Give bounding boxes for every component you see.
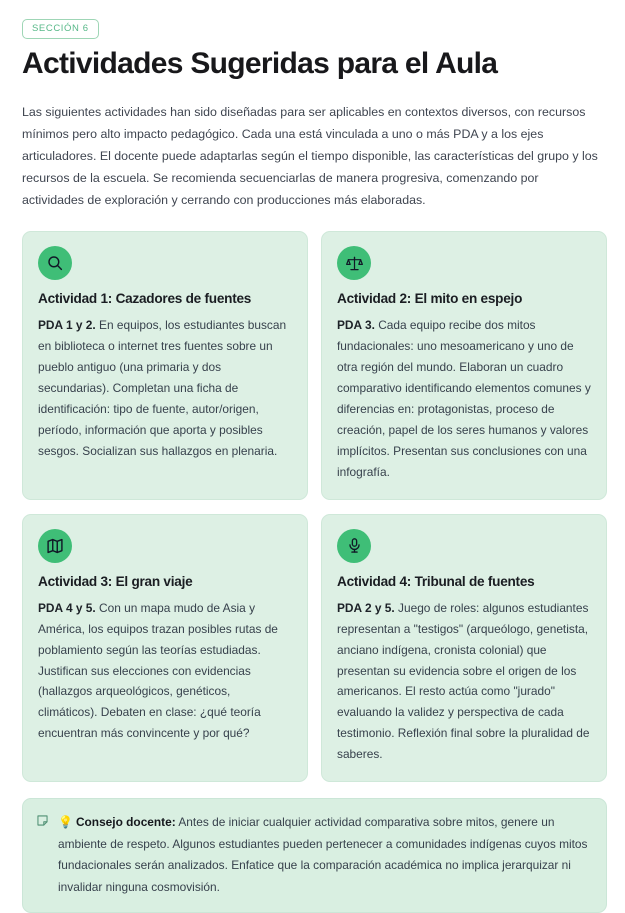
teacher-tip-label: Consejo docente: [75,815,176,830]
activity-description [38,315,292,462]
teacher-tip-box [22,798,607,913]
intro-paragraph: Las siguientes actividades han sido diseñadas para ser aplicables en contextos diversos, con recursos mínimos pero alto impacto pedagógico. Cada una está vinculada a uno o más PDA y a los ejes articuladores. El docente puede adaptarlas según el tiempo disponible, las características del grupo y los recursos de la escuela. Se recomienda secuenciarlas de manera progresiva, comenzando por actividades de exploración y cerrando con producciones más elaboradas. [22,104,598,207]
activity-body-text: Juego de roles: algunos estudiantes representan a "testigos" (arqueólogo, genetista, anciano indígena, cronista colonial) que presentan su evidencia sobre el origen de los americanos. El resto actúa como "jurado" evaluando la validez y perspectiva de cada testimonio. Reflexión final sobre la pluralidad de saberes. [337,600,590,762]
lightbulb-icon: 💡 [58,815,73,830]
activity-pda-label: PDA 2 y 5. [337,600,395,615]
activity-description [337,598,591,766]
activity-pda-label: PDA 3. [337,318,375,333]
sticky-note-icon [36,814,49,827]
page-title: Actividades Sugeridas para el Aula [22,46,498,80]
activity-card-grid [22,231,607,782]
activity-card [22,514,308,783]
badge-row [22,18,607,39]
activity-title: Actividad 1: Cazadores de fuentes [38,291,252,307]
activity-body-text: Con un mapa mudo de Asia y América, los equipos trazan posibles rutas de poblamiento según las teorías estudiadas. Justifican sus elecciones con evidencias (hallazgos arqueológicos, genéticos, climáticos). Debaten en clase: ¿qué teoría encuentran más convincente y por qué? [38,600,278,741]
activity-description [38,598,292,745]
activity-body-text: En equipos, los estudiantes buscan en biblioteca o internet tres fuentes sobre un pueblo antiguo (una primaria y dos secundarias). Completan una ficha de identificación: tipo de fuente, autor/origen, período, información que aporta y posibles sesgos. Socializan sus hallazgos en plenaria. [38,318,287,458]
search-icon [38,246,72,280]
activity-description [337,315,591,483]
activity-body-text: Cada equipo recibe dos mitos fundacionales: uno mesoamericano y uno de otra región del mundo. Elaboran un cuadro comparativo identificando elementos comunes y diferencias en: protagonistas, proceso de creación, papel de los seres humanos y valores implícitos. Presentan sus conclusiones con una infografía. [337,318,591,479]
activity-pda-label: PDA 4 y 5. [38,600,96,615]
balance-scale-icon [337,246,371,280]
activity-card [321,514,607,783]
activity-pda-label: PDA 1 y 2. [38,318,96,333]
section-badge: SECCIÓN 6 [22,19,99,39]
map-icon [38,529,72,563]
activity-card [321,231,607,500]
microphone-icon [337,529,371,563]
activity-title: Actividad 4: Tribunal de fuentes [337,573,535,589]
activity-card [22,231,308,500]
teacher-tip-text [58,812,590,898]
activity-title: Actividad 2: El mito en espejo [337,291,523,307]
activity-title: Actividad 3: El gran viaje [38,573,193,589]
teacher-tip-body: Antes de iniciar cualquier actividad comparativa sobre mitos, genere un ambiente de respeto. Algunos estudiantes pueden pertenecer a comunidades indígenas cuyos mitos fundacionales serán analizados. Enfatice que la comparación académica no implica jerarquizar ni invalidar ninguna cosmovisión. [58,815,588,894]
